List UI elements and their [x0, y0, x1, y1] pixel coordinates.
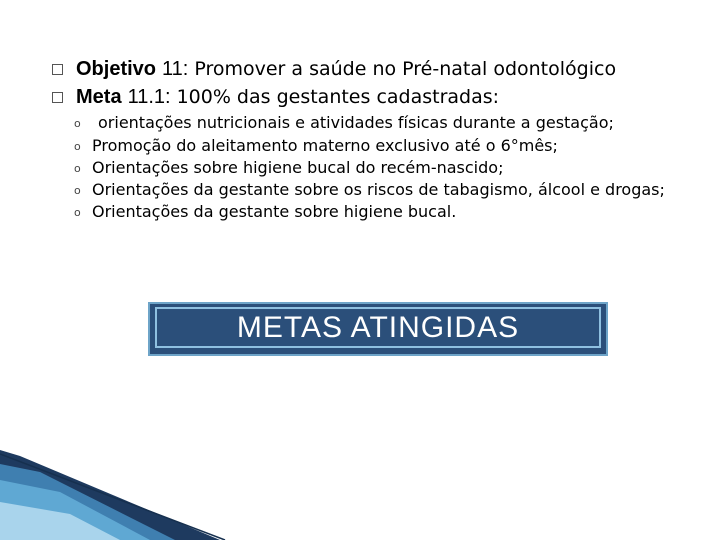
metas-atingidas-box [148, 302, 608, 356]
list-item-text: orientações nutricionais e atividades físicas durante a gestação; [98, 113, 614, 132]
circle-bullet-icon: o [74, 206, 81, 219]
list-item-text: Orientações sobre higiene bucal do recém-nascido; [92, 158, 504, 177]
meta-label: Meta [76, 85, 122, 108]
square-bullet-icon [52, 92, 63, 103]
list-item [74, 201, 680, 223]
meta-item [52, 83, 616, 111]
orientation-list [74, 112, 680, 223]
circle-bullet-icon: o [74, 184, 81, 197]
objective-label: Objetivo [76, 57, 157, 80]
objective-number: 11: [162, 57, 189, 80]
list-item-text: Orientações da gestante sobre higiene bucal. [92, 202, 457, 221]
objective-item [52, 55, 616, 83]
list-item [74, 157, 680, 179]
list-item [74, 135, 680, 157]
objective-list [52, 55, 616, 111]
list-item [74, 112, 680, 134]
circle-bullet-icon: o [74, 162, 81, 175]
list-item [74, 179, 680, 201]
metas-atingidas-label: METAS ATINGIDAS [155, 307, 601, 348]
circle-bullet-icon: o [74, 140, 81, 153]
meta-number: 11.1: [127, 85, 171, 108]
meta-text: 100% das gestantes cadastradas: [176, 86, 500, 108]
wave-decoration [0, 450, 720, 540]
list-item-text: Promoção do aleitamento materno exclusivo até o 6°mês; [92, 136, 558, 155]
objective-text: Promover a saúde no Pré-natal odontológico [194, 58, 617, 80]
list-item-text: Orientações da gestante sobre os riscos de tabagismo, álcool e drogas; [92, 180, 665, 199]
square-bullet-icon [52, 64, 63, 75]
circle-bullet-icon: o [74, 117, 81, 130]
